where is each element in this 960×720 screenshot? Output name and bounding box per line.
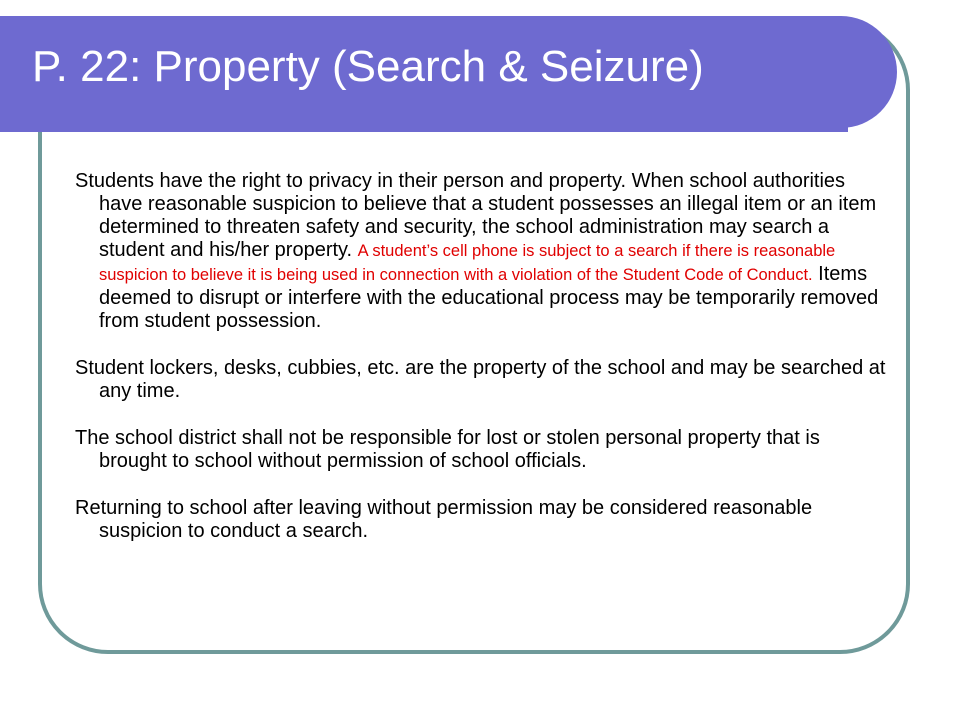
paragraph-returning: Returning to school after leaving without permission may be considered reasonable suspicion to conduct a search.: [75, 497, 813, 542]
removal-text: Items deemed to disrupt or interfere with the educational process may be temporarily removed from student possession.: [99, 263, 879, 332]
slide-body: [75, 170, 887, 567]
paragraph-lost-property: The school district shall not be responsible for lost or stolen personal property that is brought to school without permission of school officials.: [75, 427, 820, 472]
privacy-text: Students have the right to privacy in their person and property. When school authorities have reasonable suspicion to believe that a student possesses an illegal item or an item determined to threaten safety and security, the school administration may search a student and his/her property.: [75, 170, 877, 261]
slide-title: P. 22: Property (Search & Seizure): [32, 42, 704, 91]
paragraph-lockers: Student lockers, desks, cubbies, etc. are the property of the school and may be searched at any time.: [75, 357, 886, 402]
paragraph-privacy: [75, 170, 887, 333]
cell-phone-highlight: A student’s cell phone is subject to a search if there is reasonable suspicion to believe it is being used in connection with a violation of the Student Code of Conduct.: [99, 242, 836, 284]
title-underline: [0, 126, 848, 132]
